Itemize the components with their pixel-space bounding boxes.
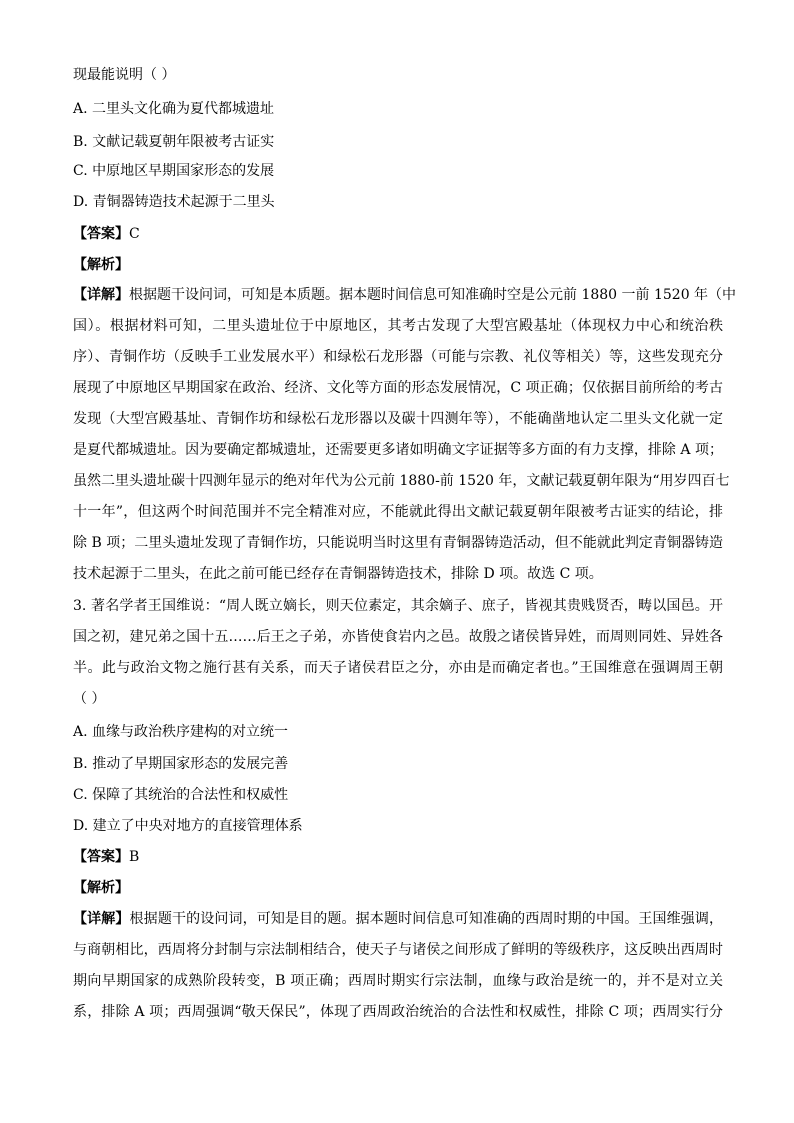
detail-line: 序）、青铜作坊（反映手工业发展水平）和绿松石龙形器（可能与宗教、礼仪等相关）等，这些发现充分 xyxy=(73,349,723,365)
option-b: B. 推动了早期国家形态的发展完善 xyxy=(73,756,289,772)
detail-line: 发现（大型宫殿基址、青铜作坊和绿松石龙形器以及碳十四测年等），不能确凿地认定二里头文化就一定 xyxy=(73,411,723,427)
detail-line: 国）。根据材料可知，二里头遗址位于中原地区，其考古发现了大型宫殿基址（体现权力中心和统治秩 xyxy=(73,318,723,334)
detail-tag: 【详解】 xyxy=(73,287,129,303)
option-d: D. 青铜器铸造技术起源于二里头 xyxy=(73,194,275,210)
detail-tag: 【详解】 xyxy=(73,911,130,927)
detail-line: 十一年”，但这两个时间范围并不完全精准对应，不能就此得出文献记载夏朝年限被考古证实的结论，排 xyxy=(73,504,723,520)
answer-tag: 【答案】 xyxy=(73,226,129,242)
answer-line xyxy=(73,849,723,865)
detail-line: 除 B 项；二里头遗址发现了青铜作坊，只能说明当时这里有青铜器铸造活动，但不能就此判定青铜器铸造 xyxy=(73,535,723,551)
answer-value: B xyxy=(129,849,140,865)
answer-value: C xyxy=(129,226,140,242)
detail-line: 期向早期国家的成熟阶段转变，B 项正确；西周时期实行宗法制，血缘与政治是统一的，并不是对立关 xyxy=(73,973,723,989)
option-a: A. 二里头文化确为夏代都城遗址 xyxy=(73,101,275,117)
answer-tag: 【答案】 xyxy=(73,849,129,865)
detail-line: 【详解】根据题干设问词，可知是本质题。据本题时间信息可知准确时空是公元前 1880 一前 1520 年（中 xyxy=(73,287,737,303)
option-a: A. 血缘与政治秩序建构的对立统一 xyxy=(73,724,289,740)
option-b: B. 文献记载夏朝年限被考古证实 xyxy=(73,134,275,150)
detail-line: 是夏代都城遗址。因为要确定都城遗址，还需要更多诸如明确文字证据等多方面的有力支撑，排除 A 项； xyxy=(73,442,723,458)
question-stem-line: 半。此与政治文物之施行甚有关系，而天子诸侯君臣之分，亦由是而确定者也。”王国维意在强调周王朝 xyxy=(73,660,723,676)
option-c: C. 保障了其统治的合法性和权威性 xyxy=(73,787,289,803)
detail-line: 虽然二里头遗址碳十四测年显示的绝对年代为公元前 1880-前 1520 年，文献记载夏朝年限为“用岁四百七 xyxy=(73,473,730,489)
option-d: D. 建立了中央对地方的直接管理体系 xyxy=(73,818,303,834)
question-stem-line: （ ） xyxy=(73,691,106,707)
question-stem-tail: 现最能说明（ ） xyxy=(73,67,176,83)
option-c: C. 中原地区早期国家形态的发展 xyxy=(73,163,275,179)
question-stem-line: 国之初，建兄弟之国十五……后王之子弟，亦皆使食岩内之邑。故殷之诸侯皆异姓，而周则同姓、异姓各 xyxy=(73,629,723,645)
detail-line: 【详解】根据题干的设问词，可知是目的题。据本题时间信息可知准确的西周时期的中国。王国维强调， xyxy=(73,911,724,927)
answer-line xyxy=(73,226,723,242)
detail-line: 系，排除 A 项；西周强调“敬天保民”，体现了西周政治统治的合法性和权威性，排除 C 项；西周实行分 xyxy=(73,1004,723,1020)
detail-line: 与商朝相比，西周将分封制与宗法制相结合，使天子与诸侯之间形成了鲜明的等级秩序，这反映出西周时 xyxy=(73,942,723,958)
detail-line: 技术起源于二里头，在此之前可能已经存在青铜器铸造技术，排除 D 项。故选 C 项。 xyxy=(73,566,603,582)
analysis-tag: 【解析】 xyxy=(73,257,129,273)
detail-line: 展现了中原地区早期国家在政治、经济、文化等方面的形态发展情况，C 项正确；仅依据目前所给的考古 xyxy=(73,380,723,396)
question-stem-line: 3. 著名学者王国维说：“周人既立嫡长，则天位素定，其余嫡子、庶子，皆视其贵贱贤否，畴以国邑。开 xyxy=(73,598,723,614)
analysis-tag: 【解析】 xyxy=(73,880,129,896)
